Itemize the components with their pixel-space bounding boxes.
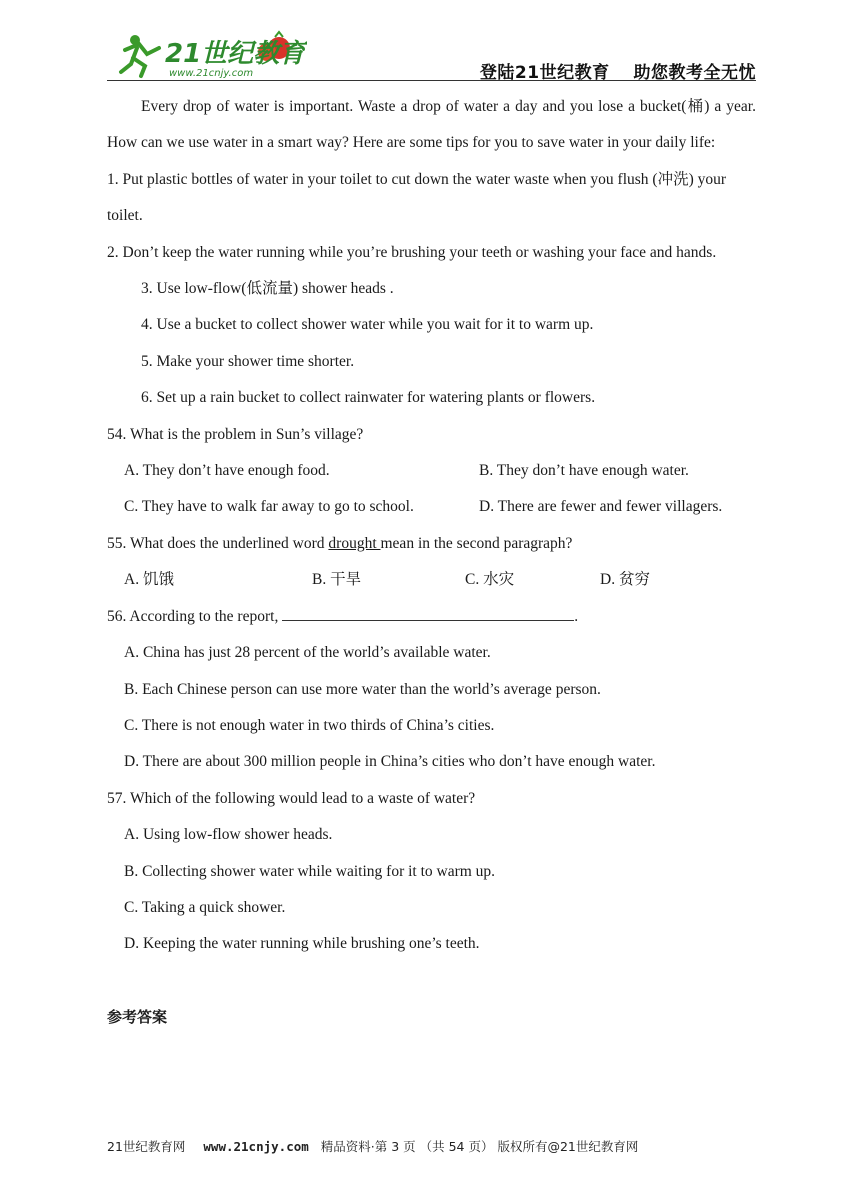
svg-text:21世纪教育: 21世纪教育 xyxy=(165,39,306,69)
svg-text:www.21cnjy.com: www.21cnjy.com xyxy=(169,68,254,79)
q55-option-b: B. 干旱 xyxy=(312,571,362,589)
q56-option-c: C. There is not enough water in two thirds of China’s cities. xyxy=(124,716,495,734)
q55-option-a: A. 饥饿 xyxy=(124,571,174,589)
q54-option-d: D. There are fewer and fewer villagers. xyxy=(479,498,723,516)
q54-option-c: C. They have to walk far away to go to school. xyxy=(124,498,414,516)
q54-options-row-1 xyxy=(107,453,756,489)
underlined-word: drought xyxy=(328,534,381,552)
answers-heading: 参考答案 xyxy=(107,1007,168,1026)
tip-4: 4. Use a bucket to collect shower water while you wait for it to warm up. xyxy=(141,316,594,334)
tip-6: 6. Set up a rain bucket to collect rainwater for watering plants or flowers. xyxy=(141,389,596,407)
page-footer xyxy=(107,1137,756,1155)
q55-options xyxy=(107,562,756,598)
q57-option-a: A. Using low-flow shower heads. xyxy=(124,826,333,844)
question-55: 55. What does the underlined word drought mean in the second paragraph? xyxy=(107,534,573,552)
q55-option-c: C. 水灾 xyxy=(465,571,515,589)
q56-option-b: B. Each Chinese person can use more water than the world’s average person. xyxy=(124,680,601,698)
tip-5: 5. Make your shower time shorter. xyxy=(141,352,355,370)
q54-option-a: A. They don’t have enough food. xyxy=(124,462,330,480)
footer-left: 21世纪教育网 xyxy=(107,1139,186,1154)
page-header xyxy=(107,28,756,83)
tip-3: 3. Use low-flow(低流量) shower heads . xyxy=(141,280,394,298)
q54-option-b: B. They don’t have enough water. xyxy=(479,462,689,480)
q54-options-row-2 xyxy=(107,489,756,525)
passage-intro: Every drop of water is important. Waste a drop of water a day and you lose a bucket(桶) a year. How can we use water in a smart way? Here are some tips for you to save water in your daily life: xyxy=(107,98,756,152)
question-54: 54. What is the problem in Sun’s village? xyxy=(107,425,364,443)
q57-option-b: B. Collecting shower water while waiting for it to warm up. xyxy=(124,862,496,880)
footer-right: 精品资料·第 3 页 （共 54 页） 版权所有@21世纪教育网 xyxy=(320,1139,639,1154)
q55-option-d: D. 贫穷 xyxy=(600,571,650,589)
tip-2: 2. Don’t keep the water running while you’re brushing your teeth or washing your face and hands. xyxy=(107,243,717,261)
q56-option-d: D. There are about 300 million people in China’s cities who don’t have enough water. xyxy=(124,753,656,771)
q56-option-a: A. China has just 28 percent of the world’s available water. xyxy=(124,644,491,662)
question-56: 56. According to the report, . xyxy=(107,607,579,625)
document-body xyxy=(107,89,756,1035)
q57-option-c: C. Taking a quick shower. xyxy=(124,898,286,916)
question-57: 57. Which of the following would lead to a waste of water? xyxy=(107,789,476,807)
tip-1: 1. Put plastic bottles of water in your toilet to cut down the water waste when you flush (冲洗) your toilet. xyxy=(107,170,727,225)
footer-site-link[interactable]: www.21cnjy.com xyxy=(203,1139,309,1154)
header-divider xyxy=(107,80,756,81)
answer-blank xyxy=(282,606,574,621)
logo-21cnjy xyxy=(107,28,307,80)
q57-option-d: D. Keeping the water running while brushing one’s teeth. xyxy=(124,935,480,953)
header-tagline: 登陆21世纪教育 助您教考全无忧 xyxy=(479,63,756,83)
